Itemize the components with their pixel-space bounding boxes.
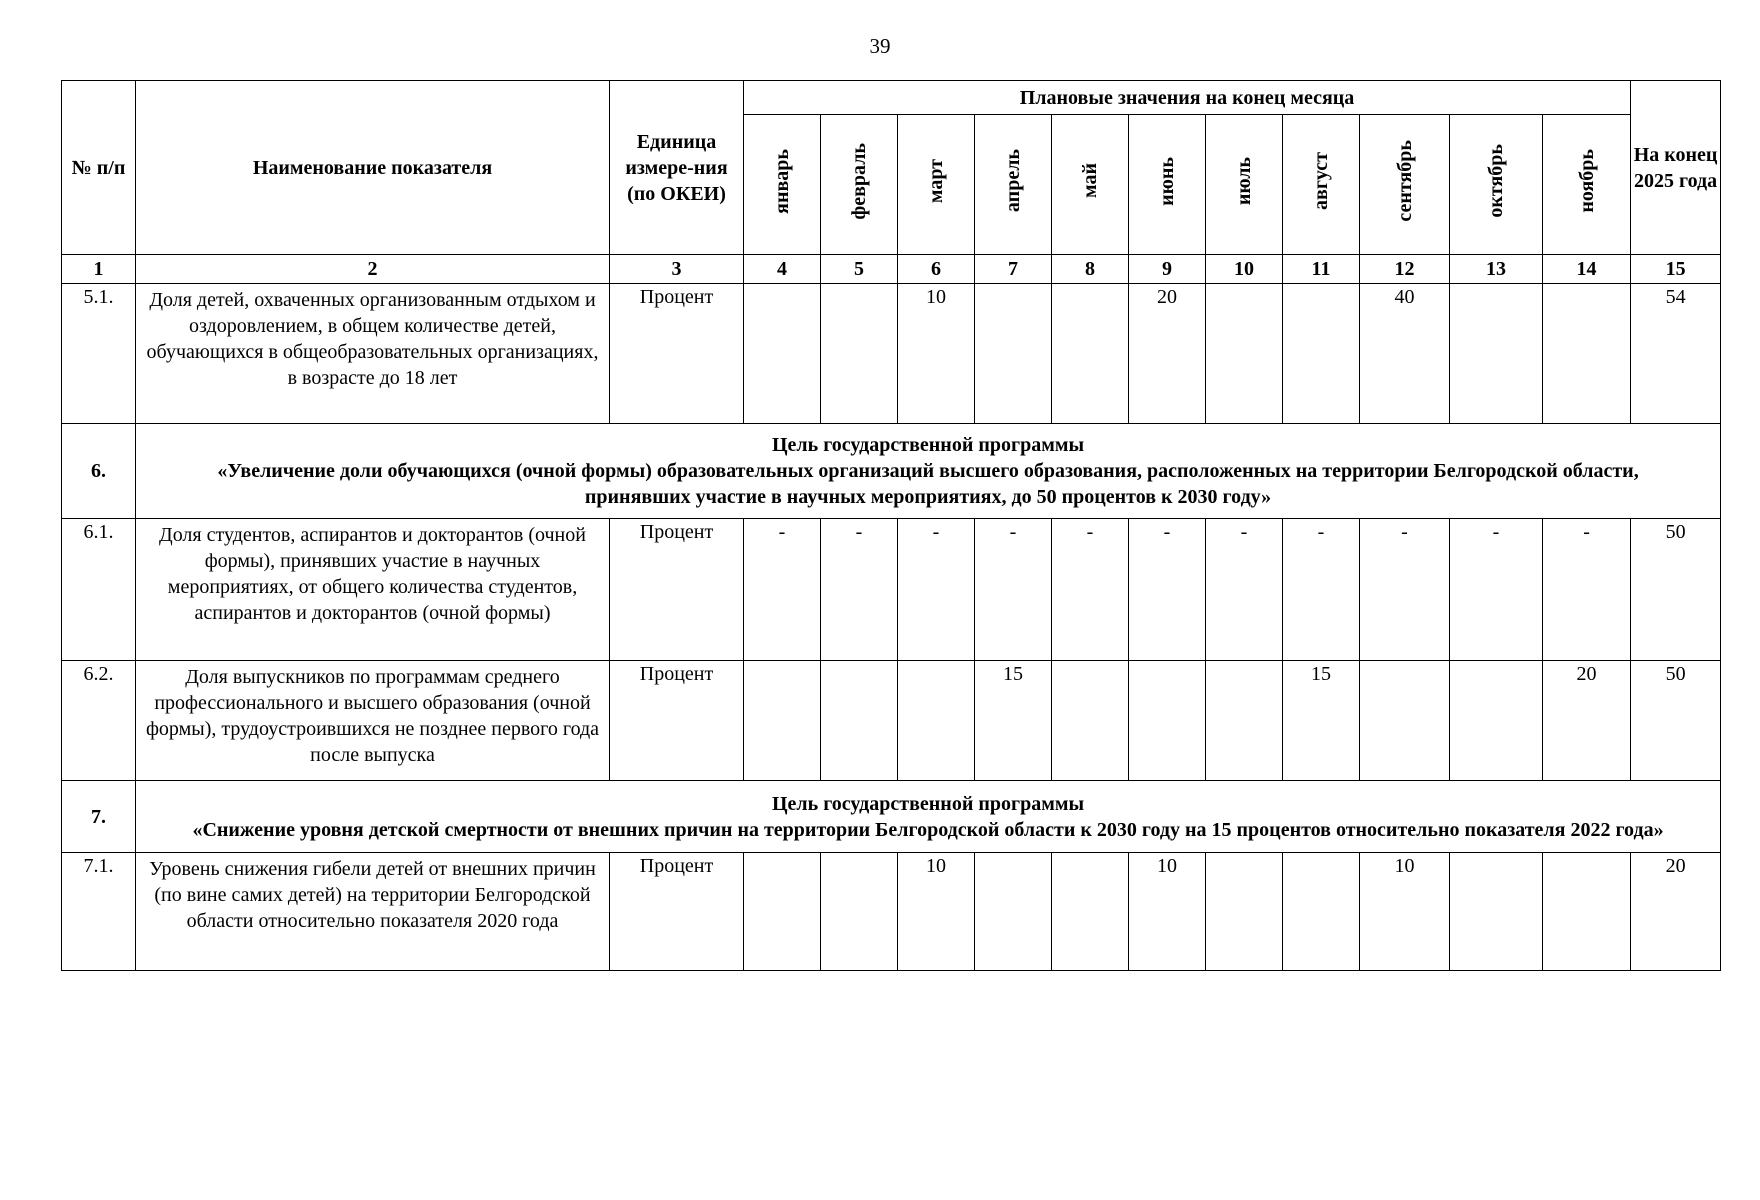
indicator-value bbox=[1052, 661, 1129, 781]
column-number: 11 bbox=[1283, 255, 1360, 284]
indicator-row bbox=[62, 519, 1721, 661]
indicator-name: Доля детей, охваченных организованным отдыхом и оздоровлением, в общем количестве детей, обучающихся в общеобразовательных организациях, в возрасте до 18 лет bbox=[136, 284, 610, 424]
indicator-value bbox=[1052, 284, 1129, 424]
column-number: 1 bbox=[62, 255, 136, 284]
month-header bbox=[1129, 115, 1206, 255]
month-label: октябрь bbox=[1485, 144, 1507, 218]
indicator-number: 6.2. bbox=[62, 661, 136, 781]
indicator-value: 15 bbox=[975, 661, 1052, 781]
indicator-value: 54 bbox=[1631, 284, 1721, 424]
month-label: апрель bbox=[1002, 149, 1024, 213]
indicator-value bbox=[1283, 284, 1360, 424]
indicator-value bbox=[744, 853, 821, 971]
indicator-value bbox=[821, 853, 898, 971]
indicator-row bbox=[62, 853, 1721, 971]
page-number: 39 bbox=[869, 34, 891, 58]
indicator-value: - bbox=[898, 519, 975, 661]
indicator-value: 20 bbox=[1631, 853, 1721, 971]
indicator-value bbox=[1450, 284, 1543, 424]
indicator-value: - bbox=[1450, 519, 1543, 661]
indicator-value: 10 bbox=[898, 853, 975, 971]
goal-cell bbox=[136, 424, 1721, 519]
goal-row bbox=[62, 781, 1721, 853]
indicator-row bbox=[62, 661, 1721, 781]
header-plan: Плановые значения на конец месяца bbox=[744, 81, 1631, 115]
column-number: 4 bbox=[744, 255, 821, 284]
indicator-unit: Процент bbox=[610, 853, 744, 971]
goal-title: Цель государственной программы bbox=[771, 434, 1085, 456]
month-header bbox=[1283, 115, 1360, 255]
header-year-end: На конец 2025 года bbox=[1631, 81, 1721, 255]
column-number-row bbox=[62, 255, 1721, 284]
column-number: 7 bbox=[975, 255, 1052, 284]
indicator-value bbox=[1129, 661, 1206, 781]
indicator-value: 20 bbox=[1543, 661, 1631, 781]
indicator-name: Уровень снижения гибели детей от внешних причин (по вине самих детей) на территории Белгородской области относительно показателя 2020 года bbox=[136, 853, 610, 971]
goal-text: «Увеличение доли обучающихся (очной формы) образовательных организаций высшего образования, расположенных на территории Белгородской области, принявших участие в научных мероприятиях, до 50 процентов к 2030 году» bbox=[217, 460, 1639, 508]
indicator-value bbox=[975, 284, 1052, 424]
goal-row bbox=[62, 424, 1721, 519]
column-number: 10 bbox=[1206, 255, 1283, 284]
indicator-number: 6.1. bbox=[62, 519, 136, 661]
indicator-value bbox=[1283, 853, 1360, 971]
goal-number: 7. bbox=[62, 781, 136, 853]
indicator-number: 5.1. bbox=[62, 284, 136, 424]
column-number: 5 bbox=[821, 255, 898, 284]
indicator-value bbox=[1543, 284, 1631, 424]
indicator-value bbox=[1360, 661, 1450, 781]
indicator-value bbox=[744, 284, 821, 424]
indicator-value: - bbox=[1283, 519, 1360, 661]
header-unit: Единица измере-ния (по ОКЕИ) bbox=[610, 81, 744, 255]
header-name: Наименование показателя bbox=[136, 81, 610, 255]
indicator-value: 10 bbox=[898, 284, 975, 424]
column-number: 13 bbox=[1450, 255, 1543, 284]
indicator-value: - bbox=[744, 519, 821, 661]
indicator-value: 10 bbox=[1129, 853, 1206, 971]
indicator-value: - bbox=[1129, 519, 1206, 661]
indicator-value: - bbox=[1052, 519, 1129, 661]
indicator-value: 50 bbox=[1631, 661, 1721, 781]
indicator-value: - bbox=[1543, 519, 1631, 661]
month-header bbox=[975, 115, 1052, 255]
indicator-name: Доля студентов, аспирантов и докторантов (очной формы), принявших участие в научных мероприятиях, от общего количества студентов, аспирантов и докторантов (очной формы) bbox=[136, 519, 610, 661]
column-number: 8 bbox=[1052, 255, 1129, 284]
month-header bbox=[1543, 115, 1631, 255]
indicator-value: 50 bbox=[1631, 519, 1721, 661]
goal-number: 6. bbox=[62, 424, 136, 519]
goal-cell bbox=[136, 781, 1721, 853]
goal-text: «Снижение уровня детской смертности от внешних причин на территории Белгородской области к 2030 году на 15 процентов относительно показателя 2022 года» bbox=[192, 818, 1664, 841]
indicator-unit: Процент bbox=[610, 519, 744, 661]
column-number: 2 bbox=[136, 255, 610, 284]
month-label: сентябрь bbox=[1393, 140, 1416, 222]
month-label: июль bbox=[1233, 156, 1255, 206]
indicator-value bbox=[1052, 853, 1129, 971]
month-header bbox=[1360, 115, 1450, 255]
indicator-number: 7.1. bbox=[62, 853, 136, 971]
month-label: ноябрь bbox=[1575, 149, 1598, 213]
indicator-name: Доля выпускников по программам среднего профессионального и высшего образования (очной формы), трудоустроившихся не позднее первого года после выпуска bbox=[136, 661, 610, 781]
indicator-value bbox=[744, 661, 821, 781]
indicator-value: - bbox=[821, 519, 898, 661]
indicator-value bbox=[898, 661, 975, 781]
indicator-row bbox=[62, 284, 1721, 424]
month-label: март bbox=[925, 158, 947, 204]
indicator-value: - bbox=[1360, 519, 1450, 661]
column-number: 6 bbox=[898, 255, 975, 284]
month-label: февраль bbox=[848, 142, 870, 220]
indicator-value: 20 bbox=[1129, 284, 1206, 424]
month-header bbox=[1052, 115, 1129, 255]
month-label: январь bbox=[771, 148, 793, 214]
month-header bbox=[744, 115, 821, 255]
indicator-value bbox=[1450, 661, 1543, 781]
indicator-value: 40 bbox=[1360, 284, 1450, 424]
month-header bbox=[1450, 115, 1543, 255]
month-label: август bbox=[1310, 152, 1332, 210]
indicator-value bbox=[821, 284, 898, 424]
indicator-value bbox=[1543, 853, 1631, 971]
indicator-value: 15 bbox=[1283, 661, 1360, 781]
month-header bbox=[1206, 115, 1283, 255]
indicator-value bbox=[1206, 661, 1283, 781]
indicator-value bbox=[1206, 284, 1283, 424]
column-number: 14 bbox=[1543, 255, 1631, 284]
goal-title: Цель государственной программы bbox=[771, 792, 1085, 815]
month-header bbox=[821, 115, 898, 255]
indicator-unit: Процент bbox=[610, 661, 744, 781]
indicator-value: 10 bbox=[1360, 853, 1450, 971]
indicator-value: - bbox=[975, 519, 1052, 661]
month-label: июнь bbox=[1156, 156, 1178, 206]
header-num: № п/п bbox=[62, 81, 136, 255]
indicator-value bbox=[1206, 853, 1283, 971]
column-number: 3 bbox=[610, 255, 744, 284]
indicator-value: - bbox=[1206, 519, 1283, 661]
column-number: 12 bbox=[1360, 255, 1450, 284]
month-header bbox=[898, 115, 975, 255]
column-number: 15 bbox=[1631, 255, 1721, 284]
column-number: 9 bbox=[1129, 255, 1206, 284]
month-label: май bbox=[1079, 163, 1101, 199]
indicator-value bbox=[1450, 853, 1543, 971]
indicator-value bbox=[975, 853, 1052, 971]
indicator-unit: Процент bbox=[610, 284, 744, 424]
indicator-value bbox=[821, 661, 898, 781]
plan-table bbox=[61, 80, 1721, 971]
